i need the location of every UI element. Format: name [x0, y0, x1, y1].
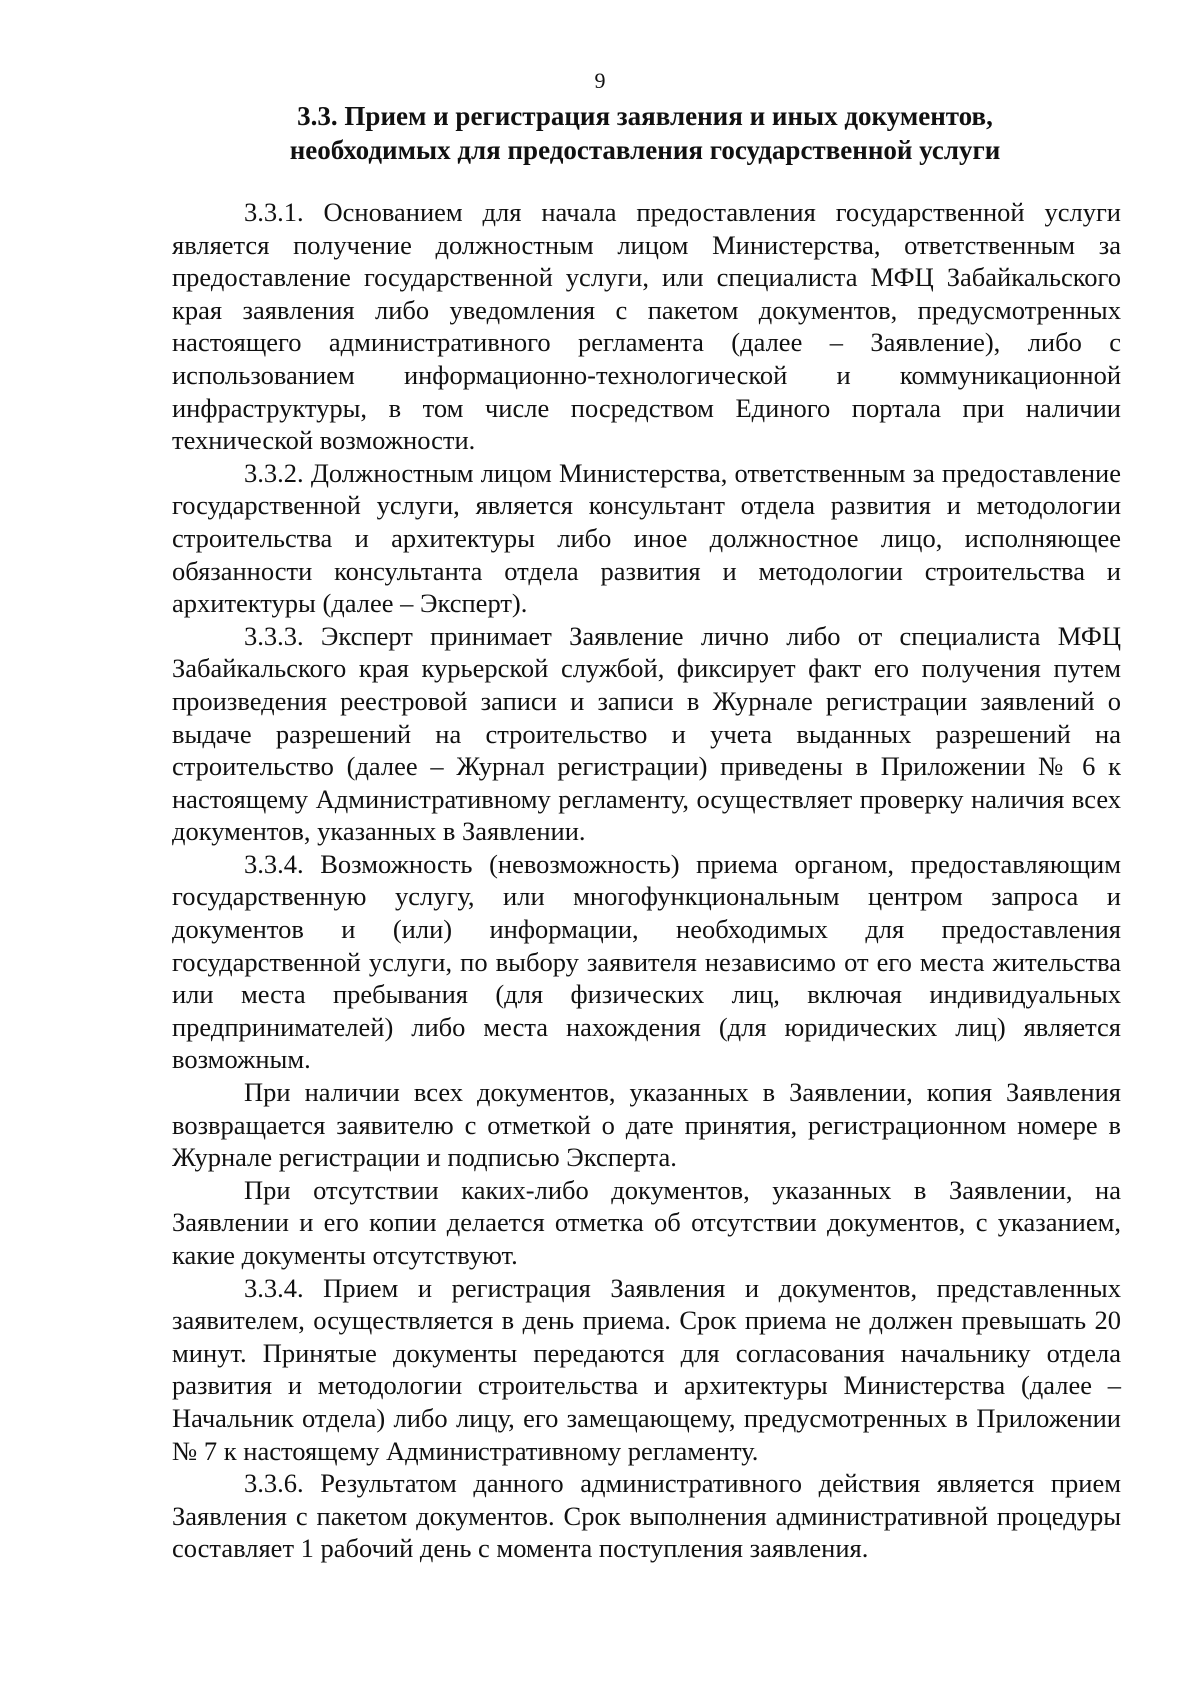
paragraph-missing-documents: При отсутствии каких-либо документов, указанных в Заявлении, на Заявлении и его копии делается отметка об отсутствии документов, с указанием, какие документы отсутствуют.: [172, 1174, 1121, 1270]
section-title: [170, 99, 1120, 167]
paragraph-all-documents-present: При наличии всех документов, указанных в Заявлении, копия Заявления возвращается заявителю с отметкой о дате принятия, регистрационном номере в Журнале регистрации и подписью Эксперта.: [172, 1077, 1121, 1173]
section-title-line-2: необходимых для предоставления государственной услуги: [289, 135, 1001, 165]
paragraph-3-3-2: 3.3.2. Должностным лицом Министерства, ответственным за предоставление государственной услуги, является консультант отдела развития и методологии строительства и архитектуры либо иное должностное лицо, исполняющее обязанности консультанта отдела развития и методологии строительства и архитектуры (далее – Эксперт).: [172, 457, 1121, 619]
page-number: 9: [594, 68, 606, 93]
document-body: [172, 196, 1121, 1565]
paragraph-3-3-3: 3.3.3. Эксперт принимает Заявление лично либо от специалиста МФЦ Забайкальского края курьерской службой, фиксирует факт его получения путем произведения реестровой записи и записи в Журнале регистрации заявлений о выдаче разрешений на строительство и учета выданных разрешений на строительство (далее – Журнал регистрации) приведены в Приложении № 6 к настоящему Административному регламенту, осуществляет проверку наличия всех документов, указанных в Заявлении.: [172, 620, 1121, 847]
paragraph-3-3-4: 3.3.4. Возможность (невозможность) приема органом, предоставляющим государственную услугу, или многофункциональным центром запроса и документов и (или) информации, необходимых для предоставления государственной услуги, по выбору заявителя независимо от его места жительства или места пребывания (для физических лиц, включая индивидуальных предпринимателей) либо места нахождения (для юридических лиц) является возможным.: [172, 848, 1121, 1075]
paragraph-3-3-1: 3.3.1. Основанием для начала предоставления государственной услуги является получение должностным лицом Министерства, ответственным за предоставление государственной услуги, или специалиста МФЦ Забайкальского края заявления либо уведомления с пакетом документов, предусмотренных настоящего административного регламента (далее – Заявление), либо с использованием информационно-технологической и коммуникационной инфраструктуры, в том числе посредством Единого портала при наличии технической возможности.: [172, 197, 1121, 456]
section-title-line-1: 3.3. Прием и регистрация заявления и иных документов,: [297, 101, 993, 131]
paragraph-3-3-6: 3.3.6. Результатом данного административного действия является прием Заявления с пакетом документов. Срок выполнения административной процедуры составляет 1 рабочий день с момента поступления заявления.: [172, 1468, 1121, 1564]
paragraph-3-3-4-reception: 3.3.4. Прием и регистрация Заявления и документов, представленных заявителем, осуществляется в день приема. Срок приема не должен превышать 20 минут. Принятые документы передаются для согласования начальнику отдела развития и методологии строительства и архитектуры Министерства (далее – Начальник отдела) либо лицу, его замещающему, предусмотренных в Приложении № 7 к настоящему Административному регламенту.: [172, 1272, 1121, 1466]
